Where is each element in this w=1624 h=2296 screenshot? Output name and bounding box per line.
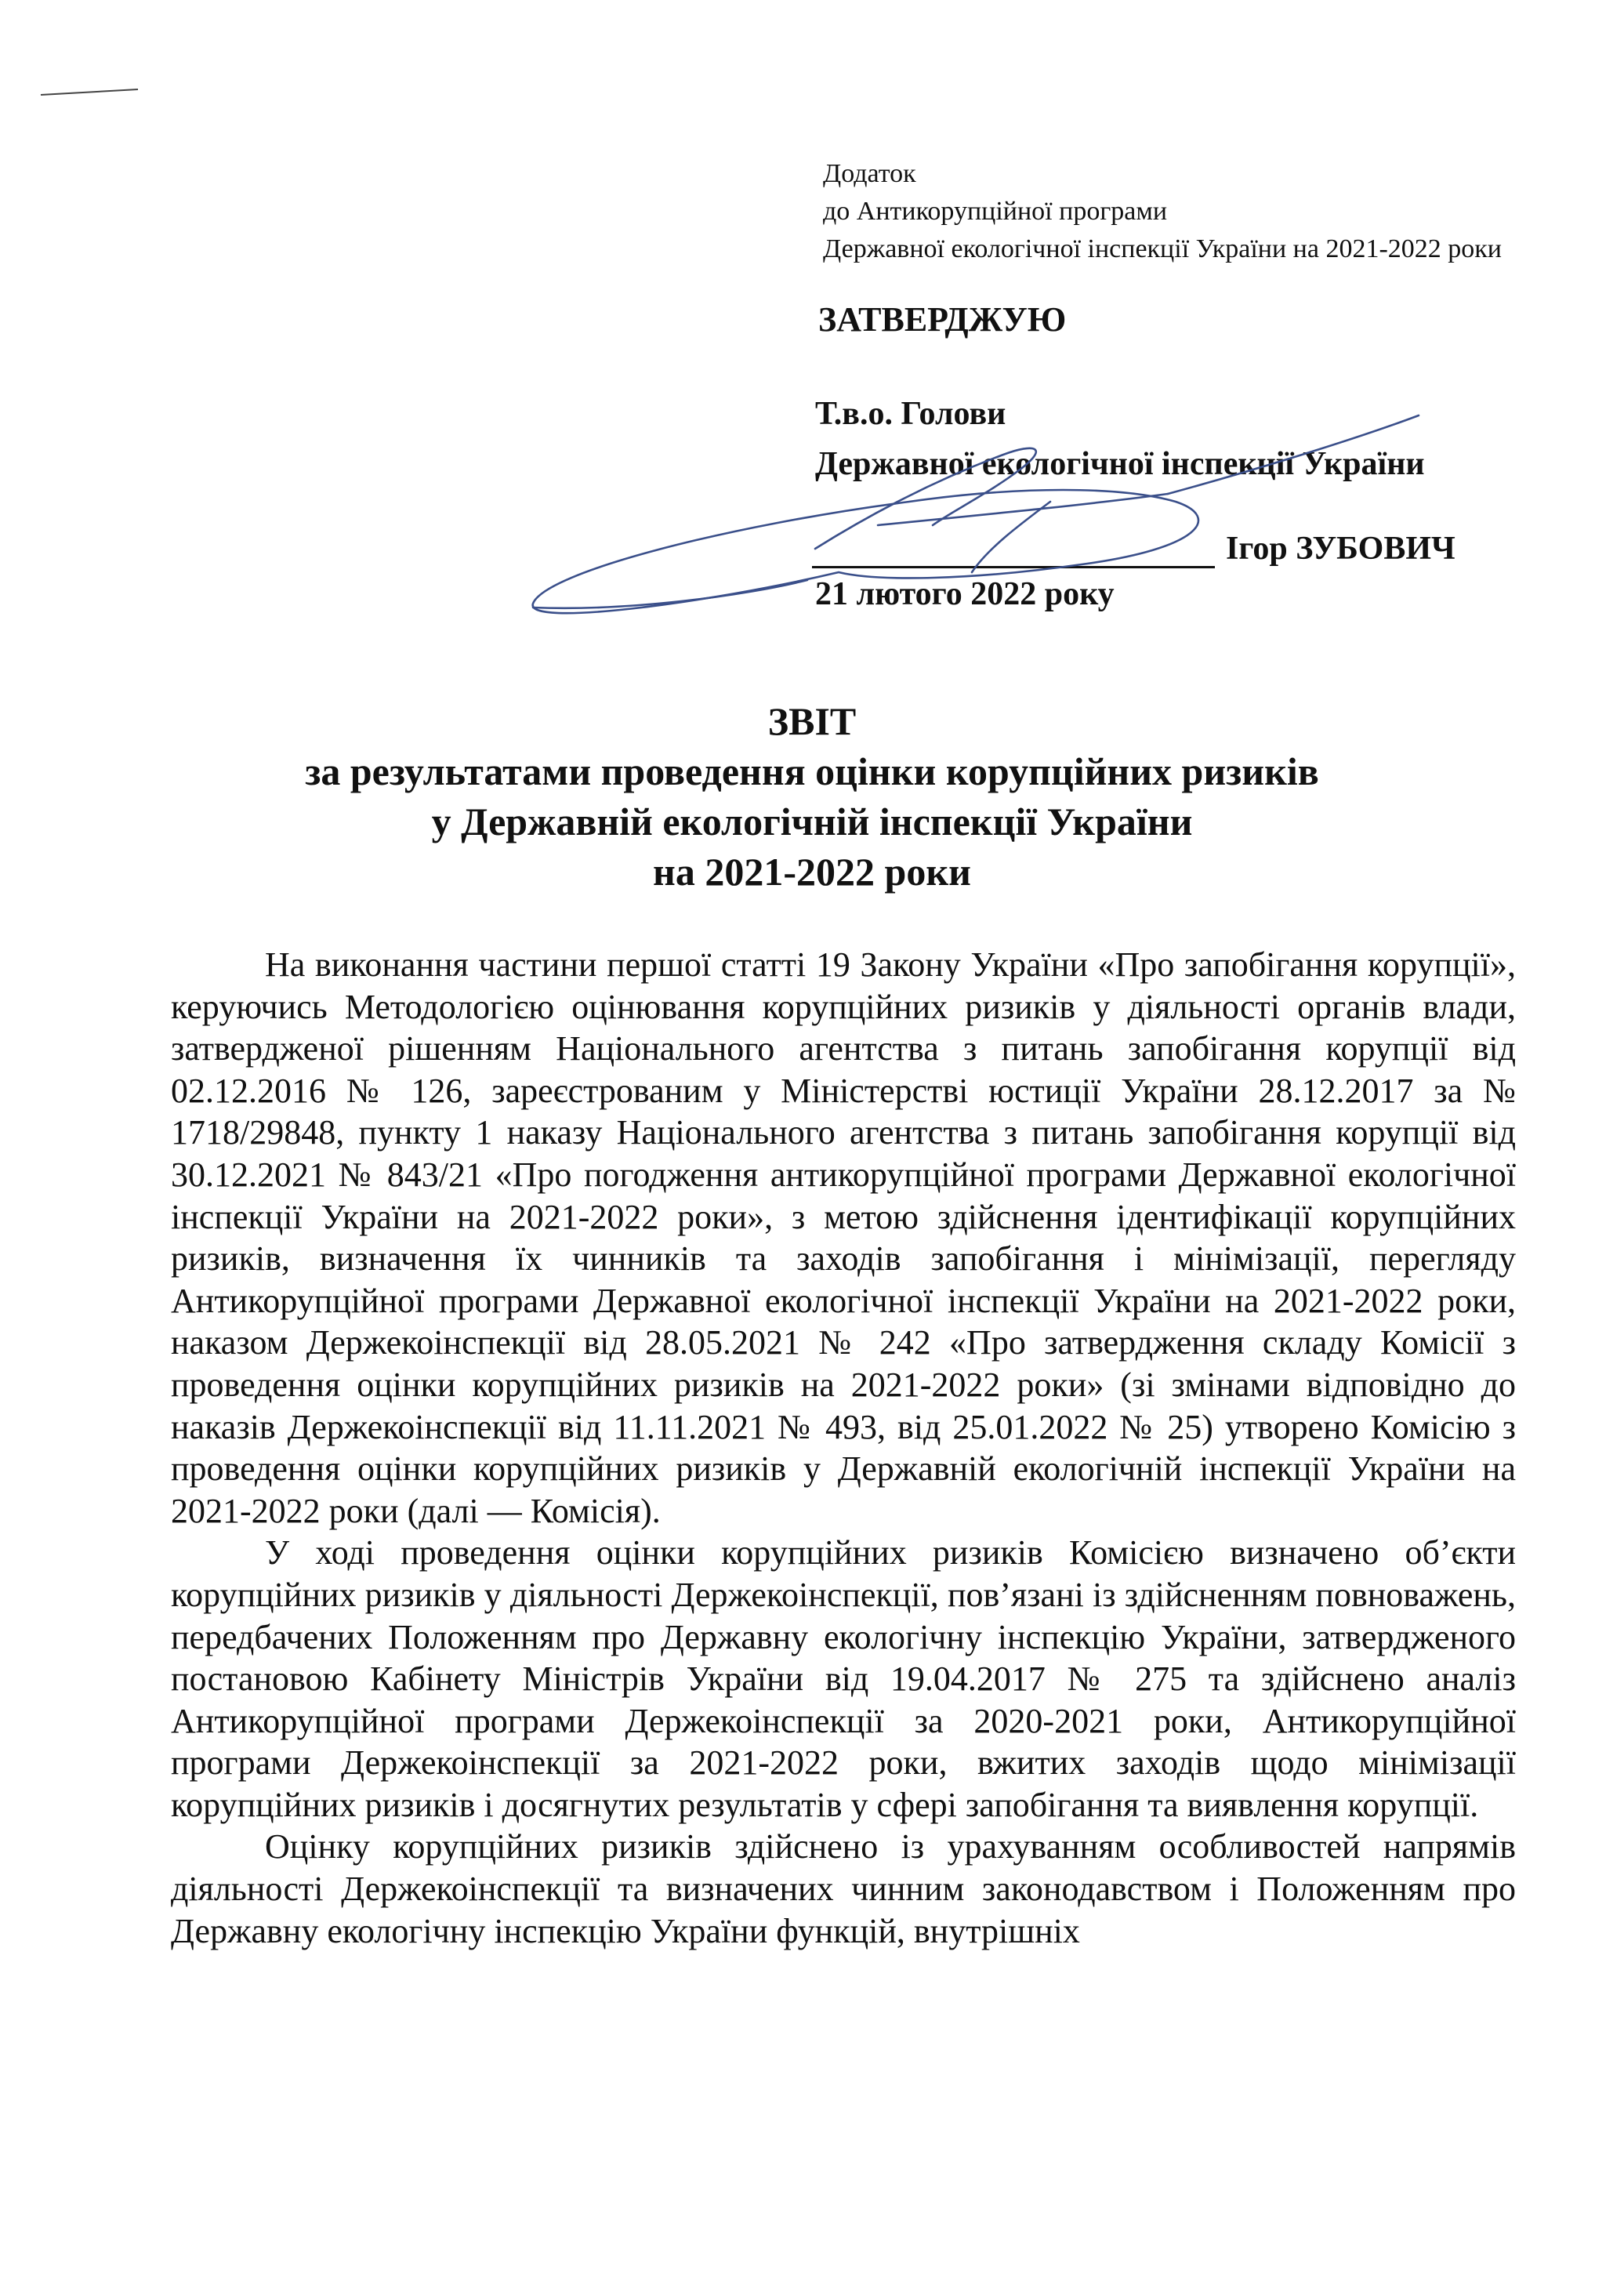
title-line-4: на 2021-2022 роки bbox=[653, 850, 971, 894]
approval-heading: ЗАТВЕРДЖУЮ bbox=[818, 300, 1067, 339]
handwritten-signature bbox=[470, 368, 1450, 666]
title-line-2: за результатами проведення оцінки корупційних ризиків bbox=[305, 749, 1319, 793]
report-body bbox=[171, 944, 1516, 1952]
appendix-note bbox=[823, 155, 1502, 268]
paragraph-2: У ході проведення оцінки корупційних ризиків Комісією визначено об’єкти корупційних ризиків у діяльності Держекоінспекції, пов’язані із здійсненням повноважень, передбачених Положенням про Державну екологічну інспекцію України, затвердженого постановою Кабінету Міністрів України від 19.04.2017 № 275 та здійснено аналіз Антикорупційної програми Держекоінспекції за 2020-2021 роки, Антикорупційної програми Держекоінспекції за 2021-2022 роки, вжитих заходів щодо мінімізації корупційних ризиків і досягнутих результатів у сфері запобігання та виявлення корупції. bbox=[171, 1533, 1516, 1824]
pen-mark bbox=[39, 88, 140, 97]
approval-date: 21 лютого 2022 року bbox=[815, 576, 1115, 612]
report-title bbox=[0, 696, 1624, 897]
appendix-line-2: до Антикорупційної програми bbox=[823, 197, 1168, 226]
title-line-1: ЗВІТ bbox=[767, 699, 857, 743]
approver-position-line-1: Т.в.о. Голови bbox=[815, 396, 1006, 432]
title-line-3: у Державній екологічній інспекції України bbox=[431, 800, 1193, 843]
paragraph-1: На виконання частини першої статті 19 Закону України «Про запобігання корупції», керуючись Методологією оцінювання корупційних ризиків у діяльності органів влади, затвердженої рішенням Національного агентства з питань запобігання корупції від 02.12.2016 № 126, зареєстрованим у Міністерстві юстиції України 28.12.2017 за № 1718/29848, пункту 1 наказу Національного агентства з питань запобігання корупції від 30.12.2021 № 843/21 «Про погодження антикорупційної програми Державної екологічної інспекції України на 2021-2022 роки», з метою здійснення ідентифікації корупційних ризиків, визначення їх чинників та заходів запобігання і мінімізації, перегляду Антикорупційної програми Державної екологічної інспекції України на 2021-2022 роки, наказом Держекоінспекції від 28.05.2021 № 242 «Про затвердження складу Комісії з проведення оцінки корупційних ризиків на 2021-2022 роки» (зі змінами відповідно до наказів Держекоінспекції від 11.11.2021 № 493, від 25.01.2022 № 25) утворено Комісію з проведення оцінки корупційних ризиків у Державній екологічній інспекції України на 2021-2022 роки (далі — Комісія). bbox=[171, 945, 1516, 1530]
approver-position-line-2: Державної екологічної інспекції України bbox=[815, 446, 1425, 482]
appendix-line-3: Державної екологічної інспекції України на 2021-2022 роки bbox=[823, 234, 1502, 263]
appendix-line-1: Додаток bbox=[823, 159, 916, 188]
paragraph-3: Оцінку корупційних ризиків здійснено із урахуванням особливостей напрямів діяльності Держекоінспекції та визначених чинним законодавством і Положенням про Державну екологічну інспекцію України функцій, внутрішніх bbox=[171, 1827, 1516, 1950]
approver-name: Ігор ЗУБОВИЧ bbox=[1226, 531, 1455, 567]
